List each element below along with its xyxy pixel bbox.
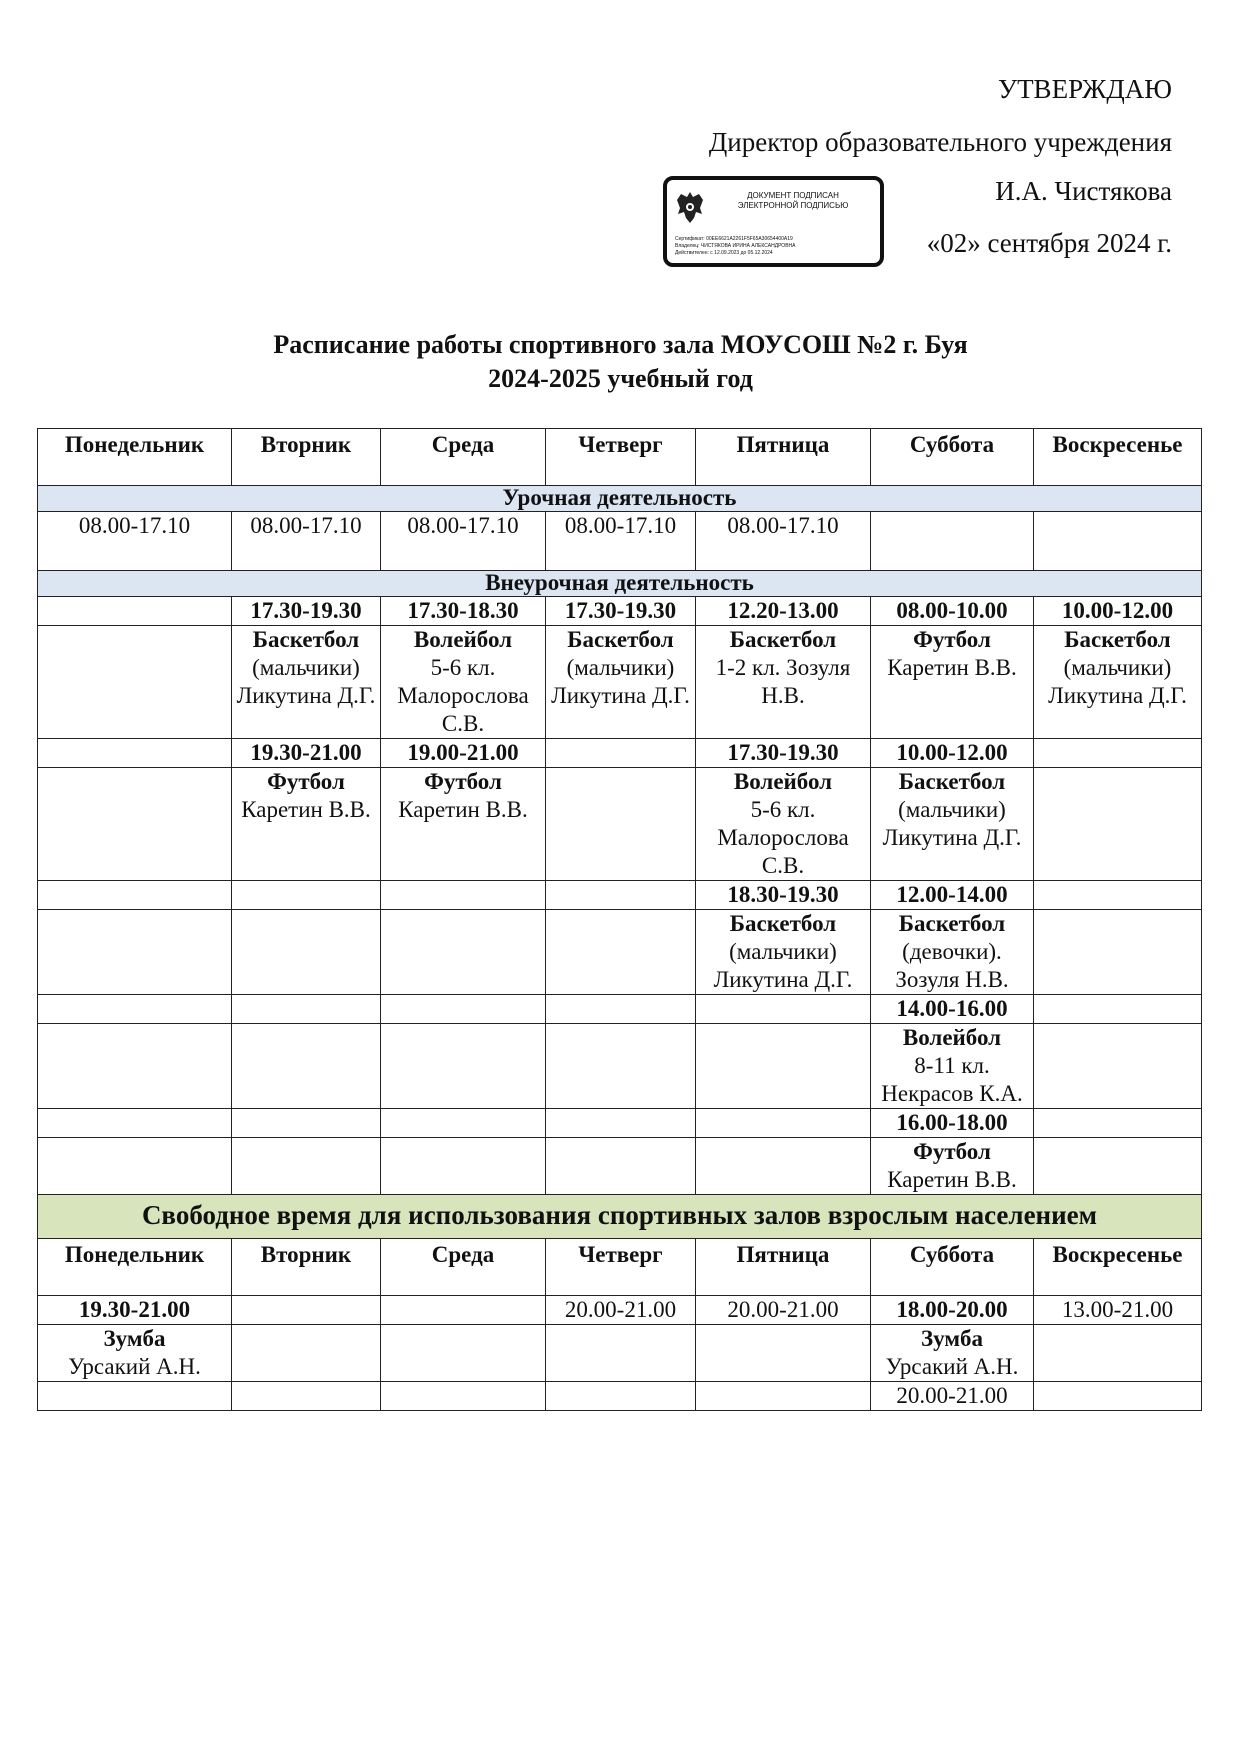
activity-title: Баскетбол: [898, 911, 1006, 936]
activity-cell: [232, 768, 381, 881]
time-cell: [1034, 739, 1202, 768]
activity-row: [38, 626, 1202, 739]
activity-cell: [871, 1024, 1034, 1109]
days-header-row: [38, 429, 1202, 486]
time-cell: [38, 597, 232, 626]
time-cell: [1034, 881, 1202, 910]
time-cell: [1034, 512, 1202, 571]
activity-row: [38, 768, 1202, 881]
time-cell: 17.30-19.30: [696, 739, 871, 768]
activity-cell: [696, 626, 871, 739]
activity-cell: [38, 1325, 232, 1382]
time-row: [38, 995, 1202, 1024]
time-cell: [381, 1296, 546, 1325]
activity-note: Каретин В.В.: [241, 797, 371, 822]
activity-note: 5-6 кл. Малорослова С.В.: [717, 797, 849, 878]
activity-title: Баскетбол: [252, 627, 360, 652]
activity-row: [38, 1325, 1202, 1382]
day-header: Среда: [381, 429, 546, 486]
stamp-heading: [713, 191, 873, 211]
time-cell: [232, 1109, 381, 1138]
time-cell: 20.00-21.00: [871, 1382, 1034, 1411]
time-cell: 10.00-12.00: [1034, 597, 1202, 626]
time-cell: [1034, 995, 1202, 1024]
activity-cell: [871, 626, 1034, 739]
time-row: [38, 597, 1202, 626]
activity-note: (мальчики) Ликутина Д.Г.: [1048, 655, 1187, 708]
time-cell: 18.30-19.30: [696, 881, 871, 910]
time-cell: [38, 1109, 232, 1138]
time-cell: 08.00-17.10: [232, 512, 381, 571]
activity-cell: [232, 910, 381, 995]
time-cell: 17.30-18.30: [381, 597, 546, 626]
activity-cell: [696, 1325, 871, 1382]
activity-title: Волейбол: [413, 627, 513, 652]
day-header: Вторник: [232, 1239, 381, 1296]
activity-title: Баскетбол: [1064, 627, 1171, 652]
time-cell: 10.00-12.00: [871, 739, 1034, 768]
section-lessons: Урочная деятельность: [38, 486, 1202, 512]
activity-cell: [381, 1138, 546, 1195]
schedule-table: [37, 428, 1202, 1411]
approval-date: «02» сентября 2024 г.: [926, 228, 1172, 258]
time-cell: [232, 1382, 381, 1411]
time-cell: [546, 739, 696, 768]
time-cell: [1034, 1382, 1202, 1411]
time-cell: 08.00-17.10: [38, 512, 232, 571]
activity-title: Зумба: [920, 1326, 983, 1351]
stamp-certificate: Сертификат: 00EE6621A2261F5F65A30654400A19: [675, 236, 793, 242]
activity-cell: [1034, 910, 1202, 995]
activity-title: Футбол: [424, 769, 502, 794]
activity-note: (мальчики) Ликутина Д.Г.: [236, 655, 376, 708]
activity-cell: [696, 1024, 871, 1109]
activity-cell: [1034, 1138, 1202, 1195]
time-cell: [381, 995, 546, 1024]
time-cell: 13.00-21.00: [1034, 1296, 1202, 1325]
day-header: Пятница: [696, 1239, 871, 1296]
section-row: [38, 486, 1202, 512]
time-cell: 20.00-21.00: [546, 1296, 696, 1325]
activity-note: Урсакий А.Н.: [885, 1354, 1019, 1379]
time-cell: [871, 512, 1034, 571]
activity-cell: [696, 910, 871, 995]
time-cell: [38, 995, 232, 1024]
activity-cell: [696, 1138, 871, 1195]
day-header: Понедельник: [38, 1239, 232, 1296]
activity-cell: [381, 626, 546, 739]
time-cell: 12.20-13.00: [696, 597, 871, 626]
day-header: Воскресенье: [1034, 1239, 1202, 1296]
director-name: И.А. Чистякова: [995, 176, 1172, 206]
activity-title: Баскетбол: [567, 627, 674, 652]
electronic-signature-stamp: [663, 176, 884, 267]
time-cell: [38, 739, 232, 768]
time-cell: 19.00-21.00: [381, 739, 546, 768]
activity-note: (мальчики) Ликутина Д.Г.: [551, 655, 690, 708]
time-cell: [232, 1296, 381, 1325]
time-cell: 19.30-21.00: [232, 739, 381, 768]
time-cell: 17.30-19.30: [546, 597, 696, 626]
time-cell: 08.00-17.10: [381, 512, 546, 571]
activity-cell: [1034, 1325, 1202, 1382]
time-cell: [232, 881, 381, 910]
activity-title: Баскетбол: [729, 911, 837, 936]
time-cell: [381, 1382, 546, 1411]
time-row: [38, 881, 1202, 910]
time-row: [38, 739, 1202, 768]
activity-title: Футбол: [267, 769, 345, 794]
activity-cell: [1034, 768, 1202, 881]
day-header: Четверг: [546, 1239, 696, 1296]
activity-cell: [871, 910, 1034, 995]
activity-title: Волейбол: [902, 1025, 1002, 1050]
activity-cell: [546, 768, 696, 881]
days-header-row: [38, 1239, 1202, 1296]
time-cell: [381, 881, 546, 910]
activity-cell: [1034, 1024, 1202, 1109]
academic-year: 2024-2025 учебный год: [488, 364, 753, 393]
activity-cell: [871, 1138, 1034, 1195]
activity-note: Каретин В.В.: [398, 797, 528, 822]
activity-cell: [38, 768, 232, 881]
day-header: Воскресенье: [1034, 429, 1202, 486]
time-cell: [546, 995, 696, 1024]
time-cell: 08.00-17.10: [696, 512, 871, 571]
day-header: Понедельник: [38, 429, 232, 486]
activity-title: Футбол: [913, 627, 991, 652]
activity-row: [38, 910, 1202, 995]
stamp-validity: Действителен: с 12.09.2023 до 05.12.2024: [675, 250, 773, 256]
activity-cell: [232, 1138, 381, 1195]
time-cell: [546, 1382, 696, 1411]
time-cell: [546, 1109, 696, 1138]
activity-cell: [38, 626, 232, 739]
day-header: Суббота: [871, 429, 1034, 486]
activity-title: Футбол: [913, 1139, 991, 1164]
time-cell: [546, 881, 696, 910]
activity-cell: [696, 768, 871, 881]
approval-heading: УТВЕРЖДАЮ: [997, 74, 1172, 104]
activity-title: Волейбол: [733, 769, 833, 794]
activity-note: 1-2 кл. Зозуля Н.В.: [715, 655, 851, 708]
activity-cell: [232, 1325, 381, 1382]
time-row: [38, 1109, 1202, 1138]
activity-row: [38, 1138, 1202, 1195]
time-cell: 16.00-18.00: [871, 1109, 1034, 1138]
activity-cell: [546, 1024, 696, 1109]
activity-cell: [38, 910, 232, 995]
time-cell: 12.00-14.00: [871, 881, 1034, 910]
stamp-line-2: ЭЛЕКТРОННОЙ ПОДПИСЬЮ: [737, 201, 849, 210]
day-header: Пятница: [696, 429, 871, 486]
activity-note: (мальчики) Ликутина Д.Г.: [713, 939, 853, 992]
time-cell: [1034, 1109, 1202, 1138]
activity-cell: [871, 768, 1034, 881]
section-row: [38, 1195, 1202, 1239]
section-adult: Свободное время для использования спортивных залов взрослым населением: [38, 1195, 1202, 1239]
time-cell: 20.00-21.00: [696, 1296, 871, 1325]
activity-note: (девочки). Зозуля Н.В.: [895, 939, 1009, 992]
activity-note: Каретин В.В.: [887, 1167, 1017, 1192]
time-cell: [381, 1109, 546, 1138]
time-cell: [38, 881, 232, 910]
activity-cell: [546, 1138, 696, 1195]
day-header: Среда: [381, 1239, 546, 1296]
time-cell: 08.00-17.10: [546, 512, 696, 571]
activity-cell: [546, 626, 696, 739]
time-cell: 19.30-21.00: [38, 1296, 232, 1325]
time-cell: [696, 1109, 871, 1138]
activity-row: [38, 1024, 1202, 1109]
time-row: [38, 1382, 1202, 1411]
time-cell: 14.00-16.00: [871, 995, 1034, 1024]
time-cell: 08.00-10.00: [871, 597, 1034, 626]
section-row: [38, 571, 1202, 597]
director-title: Директор образовательного учреждения: [708, 127, 1172, 157]
activity-cell: [381, 768, 546, 881]
time-row: [38, 1296, 1202, 1325]
activity-cell: [871, 1325, 1034, 1382]
day-header: Вторник: [232, 429, 381, 486]
activity-cell: [232, 1024, 381, 1109]
activity-note: 5-6 кл. Малорослова С.В.: [397, 655, 529, 736]
activity-note: (мальчики) Ликутина Д.Г.: [882, 797, 1022, 850]
time-cell: 18.00-20.00: [871, 1296, 1034, 1325]
activity-cell: [38, 1138, 232, 1195]
activity-cell: [1034, 626, 1202, 739]
activity-note: Урсакий А.Н.: [68, 1354, 201, 1379]
time-cell: [232, 995, 381, 1024]
section-extracurricular: Внеурочная деятельность: [38, 571, 1202, 597]
schedule-title: Расписание работы спортивного зала МОУСОШ №2 г. Буя: [273, 330, 968, 359]
activity-cell: [232, 626, 381, 739]
activity-cell: [381, 1024, 546, 1109]
time-cell: 17.30-19.30: [232, 597, 381, 626]
lessons-row: [38, 512, 1202, 571]
activity-cell: [546, 910, 696, 995]
time-cell: [696, 995, 871, 1024]
activity-title: Баскетбол: [898, 769, 1006, 794]
activity-note: Каретин В.В.: [887, 655, 1017, 680]
activity-title: Баскетбол: [729, 627, 837, 652]
stamp-line-1: ДОКУМЕНТ ПОДПИСАН: [747, 191, 839, 200]
activity-cell: [381, 1325, 546, 1382]
activity-note: 8-11 кл. Некрасов К.А.: [881, 1053, 1023, 1106]
activity-title: Зумба: [103, 1326, 166, 1351]
day-header: Четверг: [546, 429, 696, 486]
time-cell: [696, 1382, 871, 1411]
stamp-owner: Владелец: ЧИСТЯКОВА ИРИНА АЛЕКСАНДРОВНА: [675, 243, 796, 249]
time-cell: [38, 1382, 232, 1411]
activity-cell: [38, 1024, 232, 1109]
activity-cell: [381, 910, 546, 995]
day-header: Суббота: [871, 1239, 1034, 1296]
activity-cell: [546, 1325, 696, 1382]
coat-of-arms-icon: [673, 188, 707, 226]
